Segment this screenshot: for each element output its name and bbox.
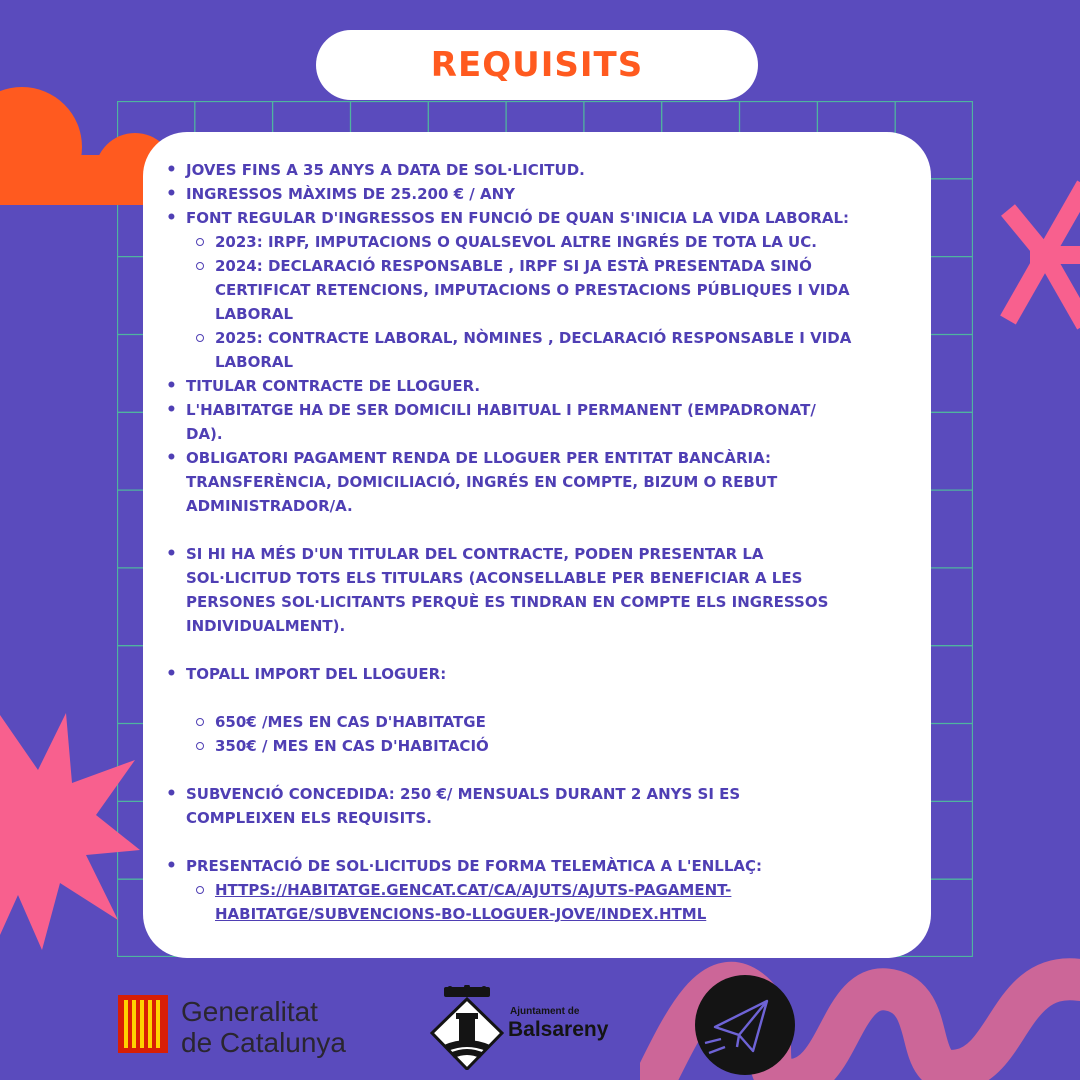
item-text: TOPALL IMPORT DEL LLOGUER: [186,665,447,683]
item-text: JOVES FINS A 35 ANYS A DATA DE SOL·LICITUD. [186,161,585,179]
list-item [163,662,923,686]
list-item [163,854,923,878]
item-text: TRANSFERÈNCIA, DOMICILIACIÓ, INGRÉS EN COMPTE, BIZUM O REBUT [186,473,778,491]
pink-asterisk-shape [990,175,1080,335]
item-text: INGRESSOS MÀXIMS DE 25.200 € / ANY [186,185,515,203]
item-text: • L'HABITATGE HA DE SER DOMICILI HABITUAL I PERMANENT (EMPADRONAT/ [186,401,816,419]
item-text: 650€ /MES EN CAS D'HABITATGE [215,713,486,731]
list-item [163,446,923,518]
list-item [163,206,923,230]
ajuntament-name: Balsareny [508,1018,609,1041]
requirements-list [163,158,923,926]
item-text: 2024: DECLARACIÓ RESPONSABLE , IRPF SI JA ESTÀ PRESENTADA SINÓ [215,257,812,275]
item-text: 2025: CONTRACTE LABORAL, NÒMINES , DECLARACIÓ RESPONSABLE I VIDA [215,329,852,347]
sub-list-item [163,710,923,734]
item-text: LABORAL [215,305,294,323]
application-link[interactable] [163,878,923,926]
generalitat-logo-text [181,996,346,1058]
balsareny-coat-of-arms-icon [430,985,504,1070]
list-item [163,374,923,398]
item-text: PRESENTACIÓ DE SOL·LICITUDS DE FORMA TELEMÀTICA A L'ENLLAÇ: [186,857,763,875]
sub-list-item [163,326,923,374]
item-text: CERTIFICAT RETENCIONS, IMPUTACIONS O PRESTACIONS PÚBLIQUES I VIDA [215,281,850,299]
item-text: 2023: IRPF, IMPUTACIONS O QUALSEVOL ALTRE INGRÉS DE TOTA LA UC. [215,233,817,251]
list-item [163,182,923,206]
list-item [163,398,923,446]
item-text: • OBLIGATORI PAGAMENT RENDA DE LLOGUER PER ENTITAT BANCÀRIA: [186,449,771,467]
ajuntament-label: Ajuntament de [510,1006,580,1017]
link-text[interactable]: HTTPS://HABITATGE.GENCAT.CAT/CA/AJUTS/AJUTS-PAGAMENT- [215,881,732,899]
logo-line: de Catalunya [181,1027,347,1058]
item-text: 350€ / MES EN CAS D'HABITACIÓ [215,737,489,755]
logo-line: Generalitat [181,996,318,1027]
item-text: INDIVIDUALMENT). [186,617,346,635]
pink-starburst-shape [0,705,145,955]
sub-list-item [163,230,923,254]
link-text[interactable]: HABITATGE/SUBVENCIONS-BO-LLOGUER-JOVE/INDEX.HTML [215,905,707,923]
sub-list-item [163,254,923,326]
generalitat-emblem-icon [118,995,168,1053]
item-text: LABORAL [215,353,294,371]
list-item [163,782,923,830]
title-pill [316,30,758,100]
page-title: REQUISITS [430,45,644,85]
item-text: ADMINISTRADOR/A. [186,497,353,515]
item-text: FONT REGULAR D'INGRESSOS EN FUNCIÓ DE QUAN S'INICIA LA VIDA LABORAL: [186,209,850,227]
paper-plane-icon [695,975,795,1075]
list-item [163,542,923,638]
item-text: PERSONES SOL·LICITANTS PERQUÈ ES TINDRAN EN COMPTE ELS INGRESSOS [186,593,829,611]
item-text: • SUBVENCIÓ CONCEDIDA: 250 €/ MENSUALS DURANT 2 ANYS SI ES [186,785,741,803]
item-text: DA). [186,425,223,443]
list-item [163,158,923,182]
item-text: TITULAR CONTRACTE DE LLOGUER. [186,377,481,395]
item-text: COMPLEIXEN ELS REQUISITS. [186,809,432,827]
sub-list-item [163,734,923,758]
item-text: • SI HI HA MÉS D'UN TITULAR DEL CONTRACTE, PODEN PRESENTAR LA [186,545,764,563]
item-text: SOL·LICITUD TOTS ELS TITULARS (ACONSELLABLE PER BENEFICIAR A LES [186,569,803,587]
